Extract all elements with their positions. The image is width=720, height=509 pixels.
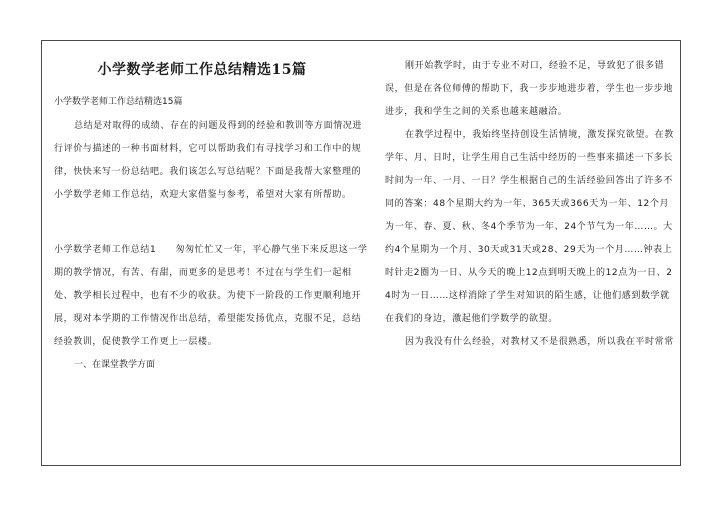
- section-heading-classroom: 一、在课堂教学方面: [74, 360, 156, 370]
- section-spacer: [54, 207, 370, 239]
- section1-paragraph: [54, 239, 370, 354]
- right-column: [385, 55, 675, 354]
- intro-paragraph: 总结是对取得的成绩、存在的问题及得到的经验和教训等方面情况进行评价与描述的一种书面材料，它可以帮助我们有寻找学习和工作中的规律，快快来写一份总结吧。我们该怎么写总结呢？下面是我帮大家整理的小学数学老师工作总结，欢迎大家借鉴与参考，希望对大家有所帮助。: [54, 121, 363, 200]
- right-paragraph-2: 在教学过程中，我始终坚持创设生活情境，激发探究欲望。在教学年、月、日时，让学生用自己生活中经历的一些事来描述一下多长时间为一年、一月、一日？学生根据自己的生活经验回答出了许多不同的答案：48个星期大约为一年、365天或366天为一年、12个月为一年、春、夏、秋、冬4个季节为一年、24个节气为一年……。大约4个星期为一个月、30天或31天或28、29天为一个月……钟表上时针走2圈为一日、从今天的晚上12点到明天晚上的12点为一日、24时为一日……这样消除了学生对知识的陌生感，让他们感到数学就在我们的身边，激起他们学数学的欲望。: [385, 130, 674, 324]
- right-paragraph-1: 刚开始教学时，由于专业不对口，经验不足，导致犯了很多错误，但是在各位师傅的帮助下，我一步步地进步着，学生也一步步地进步，我和学生之间的关系也越来越融洽。: [385, 61, 674, 117]
- section1-body: 匆匆忙忙又一年，平心静气坐下来反思这一学期的教学情况，有苦、有甜，而更多的是思考！不过在与学生们一起相处、教学相长过程中，也有不少的收获。为使下一阶段的工作更顺利地开展，现对本学期的工作情况作出总结，希望能发扬优点，克服不足，总结经验教训，促使教学工作更上一层楼。: [54, 245, 368, 347]
- document-subtitle: 小学数学老师工作总结精选15篇: [54, 97, 183, 107]
- document-title: 小学数学老师工作总结精选15篇: [97, 62, 307, 78]
- document-page: [41, 40, 681, 466]
- section1-spacer: [156, 245, 175, 255]
- right-paragraph-3: 因为我没有什么经验，对教材又不是很熟悉，所以我在平时常常: [405, 337, 674, 347]
- left-column: [54, 59, 370, 377]
- section1-title: 小学数学老师工作总结1: [54, 245, 157, 255]
